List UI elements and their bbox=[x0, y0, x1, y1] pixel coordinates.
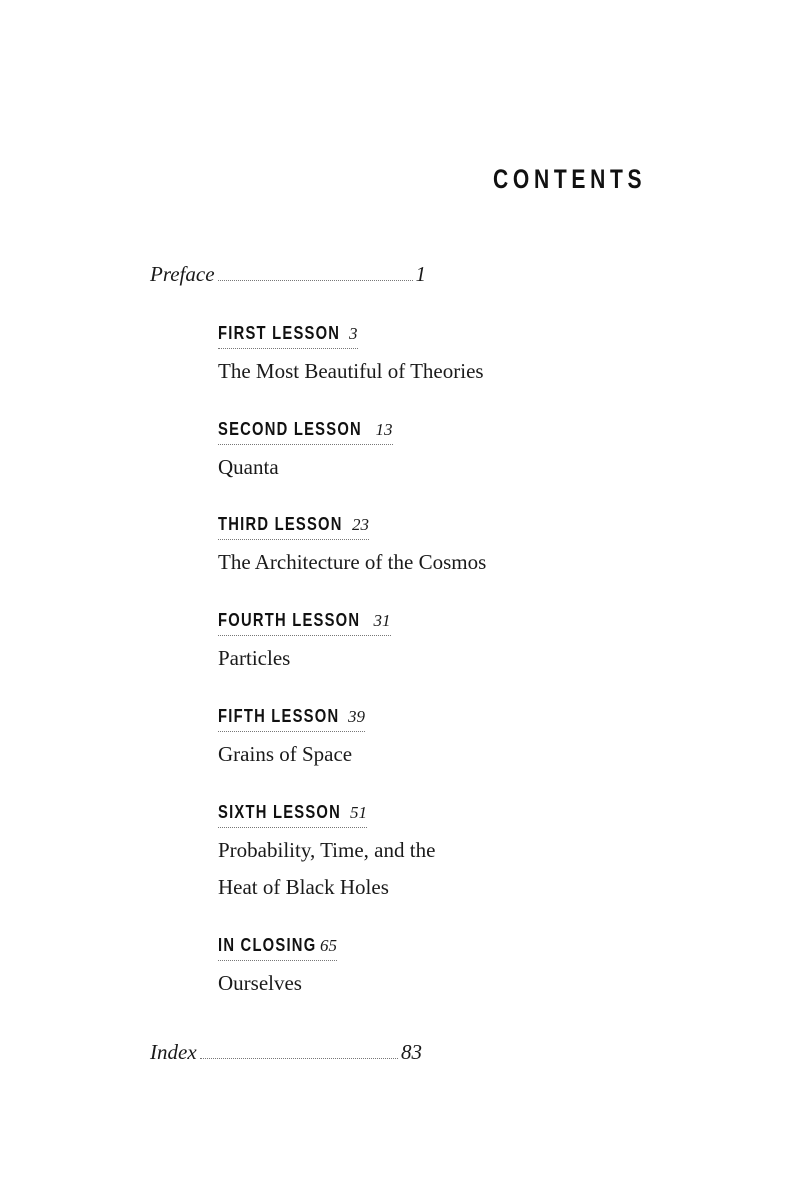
entry-label: Preface bbox=[150, 262, 215, 286]
contents-heading: CONTENTS bbox=[493, 164, 647, 194]
entry-page: 1 bbox=[415, 262, 426, 286]
toc-entry-in-closing[interactable] bbox=[218, 935, 337, 1002]
toc-entry-lesson-1[interactable] bbox=[218, 323, 484, 390]
lesson-name: THIRD LESSON bbox=[218, 514, 343, 534]
lesson-page: 65 bbox=[320, 936, 338, 955]
lesson-title: The Most Beautiful of Theories bbox=[218, 359, 484, 383]
lesson-name: SECOND LESSON bbox=[218, 419, 362, 439]
dot-leader bbox=[200, 1057, 398, 1059]
lesson-name: FIRST LESSON bbox=[218, 323, 341, 343]
lesson-title: The Architecture of the Cosmos bbox=[218, 550, 487, 574]
lesson-name: FOURTH LESSON bbox=[218, 610, 361, 630]
lesson-title: Grains of Space bbox=[218, 742, 353, 766]
entry-label: Index bbox=[150, 1040, 197, 1064]
lesson-page: 3 bbox=[349, 324, 358, 343]
lesson-page: 39 bbox=[348, 707, 365, 726]
lesson-name: FIFTH LESSON bbox=[218, 706, 340, 726]
lesson-page: 23 bbox=[352, 515, 370, 534]
lesson-title: Particles bbox=[218, 646, 291, 670]
toc-entry-lesson-4[interactable] bbox=[218, 610, 391, 677]
lesson-name: IN CLOSING bbox=[218, 935, 317, 955]
lesson-title-line-2: Heat of Black Holes bbox=[218, 875, 389, 899]
lesson-name: SIXTH LESSON bbox=[218, 802, 342, 822]
toc-entry-lesson-3[interactable] bbox=[218, 514, 486, 581]
lesson-title: Quanta bbox=[218, 455, 279, 479]
entry-page: 83 bbox=[401, 1040, 422, 1064]
lesson-page: 13 bbox=[375, 420, 393, 439]
lesson-page: 31 bbox=[373, 611, 391, 630]
toc-entry-index[interactable] bbox=[150, 1040, 422, 1065]
toc-entry-preface[interactable] bbox=[150, 262, 426, 287]
lesson-title: Ourselves bbox=[218, 971, 302, 995]
lesson-title-line-1: Probability, Time, and the bbox=[218, 838, 436, 862]
toc-entry-lesson-6[interactable] bbox=[218, 802, 435, 906]
toc-entry-lesson-5[interactable] bbox=[218, 706, 365, 773]
toc-entry-lesson-2[interactable] bbox=[218, 419, 393, 486]
dot-leader bbox=[218, 279, 413, 281]
lesson-page: 51 bbox=[350, 803, 368, 822]
